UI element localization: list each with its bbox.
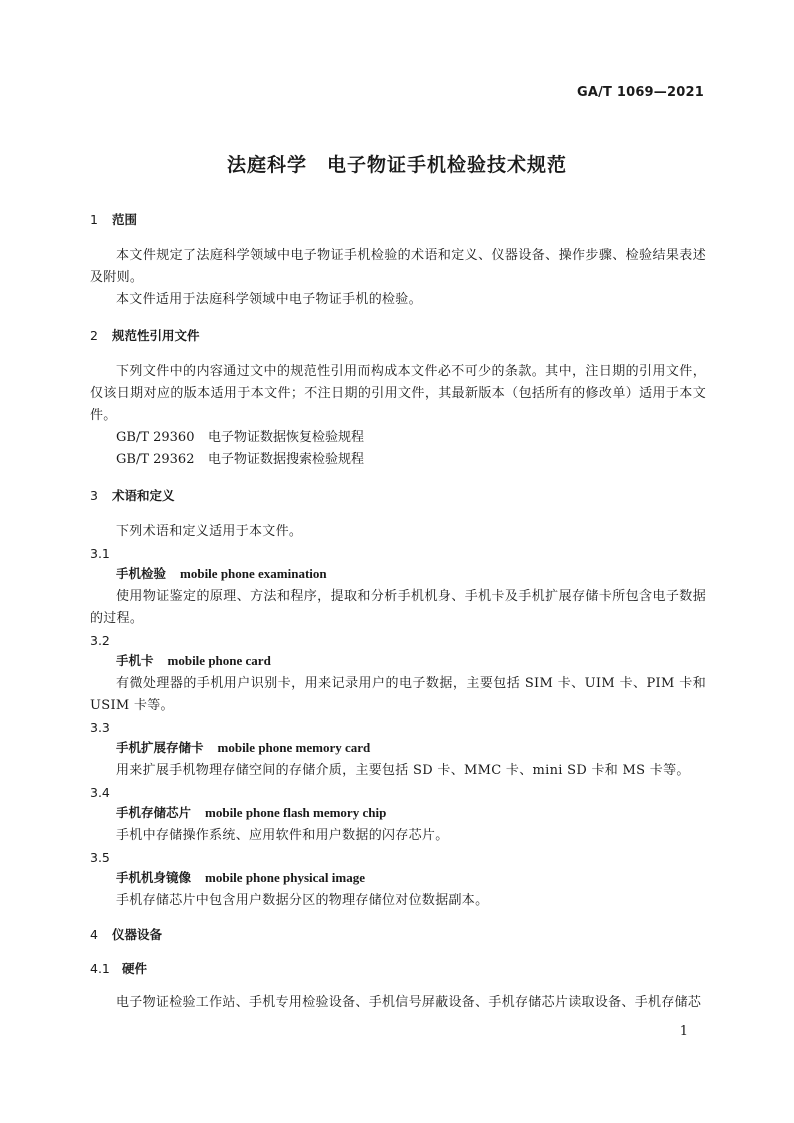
term-en: mobile phone memory card [217, 740, 371, 755]
term-number: 3.5 [90, 850, 110, 865]
section-number: 3 [90, 488, 98, 503]
term-zh: 手机存储芯片 [116, 805, 192, 820]
section-number: 4 [90, 927, 98, 942]
term-en: mobile phone examination [180, 566, 327, 581]
term-heading [90, 737, 706, 760]
section-heading-3 [90, 485, 706, 507]
subsection-title: 硬件 [122, 961, 148, 976]
term-definition: 用来扩展手机物理存储空间的存储介质，主要包括 SD 卡、MMC 卡、mini SD 卡和 MS 卡等。 [116, 763, 690, 778]
standard-code: GA/T 1069—2021 [576, 85, 704, 100]
reference-item [90, 449, 706, 471]
term-definition: 使用物证鉴定的原理、方法和程序，提取和分析手机机身、手机卡及手机扩展存储卡所包含电子数据的过程。 [90, 589, 706, 626]
term-zh: 手机机身镜像 [116, 870, 192, 885]
page-number: 1 [679, 1024, 688, 1039]
term-zh: 手机检验 [116, 566, 167, 581]
subsection-heading-4-1 [90, 958, 706, 980]
term-zh: 手机扩展存储卡 [116, 740, 204, 755]
section-title: 术语和定义 [112, 488, 175, 503]
section-heading-2 [90, 325, 706, 347]
section-number: 1 [90, 212, 98, 227]
section-title: 规范性引用文件 [112, 328, 200, 343]
reference-name: 电子物证数据搜索检验规程 [208, 452, 365, 467]
section-title: 仪器设备 [112, 927, 163, 942]
term-number: 3.3 [90, 720, 110, 735]
paragraph: 下列术语和定义适用于本文件。 [116, 524, 303, 539]
term-en: mobile phone physical image [205, 870, 366, 885]
reference-item [90, 427, 706, 449]
paragraph: 下列文件中的内容通过文中的规范性引用而构成本文件必不可少的条款。其中，注日期的引用文件，仅该日期对应的版本适用于本文件；不注日期的引用文件，其最新版本（包括所有的修改单）适用于本文件。 [90, 364, 706, 423]
paragraph: 电子物证检验工作站、手机专用检验设备、手机信号屏蔽设备、手机存储芯片读取设备、手机存储芯 [116, 995, 702, 1010]
subsection-number: 4.1 [90, 961, 110, 976]
term-number: 3.2 [90, 633, 110, 648]
term-zh: 手机卡 [116, 653, 154, 668]
term-definition: 手机中存储操作系统、应用软件和用户数据的闪存芯片。 [116, 828, 449, 843]
term-definition: 手机存储芯片中包含用户数据分区的物理存储位对位数据副本。 [116, 893, 489, 908]
paragraph: 本文件规定了法庭科学领域中电子物证手机检验的术语和定义、仪器设备、操作步骤、检验结果表述及附则。 [90, 248, 706, 285]
document-body [90, 209, 706, 1014]
term-en: mobile phone card [167, 653, 271, 668]
term-heading [90, 563, 706, 586]
section-number: 2 [90, 328, 98, 343]
section-heading-4 [90, 924, 706, 946]
reference-code: GB/T 29360 [116, 430, 195, 445]
term-number: 3.1 [90, 546, 110, 561]
term-definition: 有微处理器的手机用户识别卡，用来记录用户的电子数据，主要包括 SIM 卡、UIM 卡、PIM 卡和 USIM 卡等。 [90, 676, 706, 713]
document-title: 法庭科学 电子物证手机检验技术规范 [226, 154, 567, 176]
reference-code: GB/T 29362 [116, 452, 195, 467]
term-heading [90, 650, 706, 673]
section-heading-1 [90, 209, 706, 231]
paragraph: 本文件适用于法庭科学领域中电子物证手机的检验。 [116, 292, 422, 307]
section-title: 范围 [112, 212, 138, 227]
term-en: mobile phone flash memory chip [205, 805, 387, 820]
term-number: 3.4 [90, 785, 110, 800]
term-heading [90, 802, 706, 825]
term-heading [90, 867, 706, 890]
reference-name: 电子物证数据恢复检验规程 [208, 430, 365, 445]
